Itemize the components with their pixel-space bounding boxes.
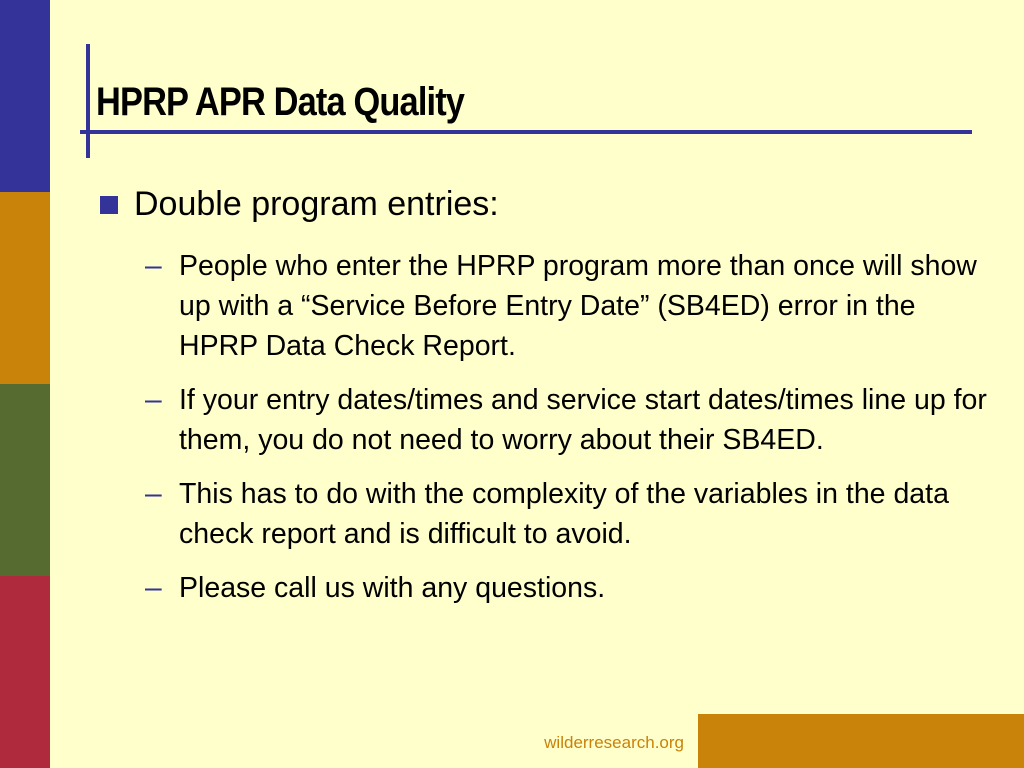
title-vertical-rule: [86, 44, 90, 158]
sub-bullet-text: This has to do with the complexity of the variables in the data check report and is difficult to avoid.: [179, 478, 949, 550]
slide-title: HPRP APR Data Quality: [96, 80, 465, 124]
dash-bullet-marker: –: [145, 571, 162, 604]
sub-bullet-text: If your entry dates/times and service start dates/times line up for them, you do not need to worry about their SB4ED.: [179, 384, 987, 456]
main-bullet-text: Double program entries:: [134, 185, 499, 223]
sub-bullet-item: [145, 474, 1005, 554]
side-stripe-green: [0, 384, 50, 576]
side-stripe-red: [0, 576, 50, 768]
dash-bullet-marker: –: [145, 477, 162, 510]
title-horizontal-rule: [80, 130, 972, 134]
dash-bullet-marker: –: [145, 383, 162, 416]
sub-bullet-list: [145, 246, 1005, 622]
sub-bullet-item: [145, 246, 1005, 366]
side-stripe-blue: [0, 0, 50, 192]
footer-accent-box: [698, 714, 1024, 768]
sub-bullet-text: People who enter the HPRP program more than once will show up with a “Service Before Entry Date” (SB4ED) error in the HPRP Data Check Report.: [179, 250, 977, 362]
main-bullet: [100, 182, 499, 226]
sub-bullet-item: [145, 380, 1005, 460]
square-bullet-icon: [100, 196, 118, 214]
sub-bullet-text: Please call us with any questions.: [179, 572, 606, 604]
side-stripe-orange: [0, 192, 50, 384]
footer-website-link[interactable]: wilderresearch.org: [544, 733, 684, 752]
sub-bullet-item: [145, 568, 1005, 608]
dash-bullet-marker: –: [145, 249, 162, 282]
